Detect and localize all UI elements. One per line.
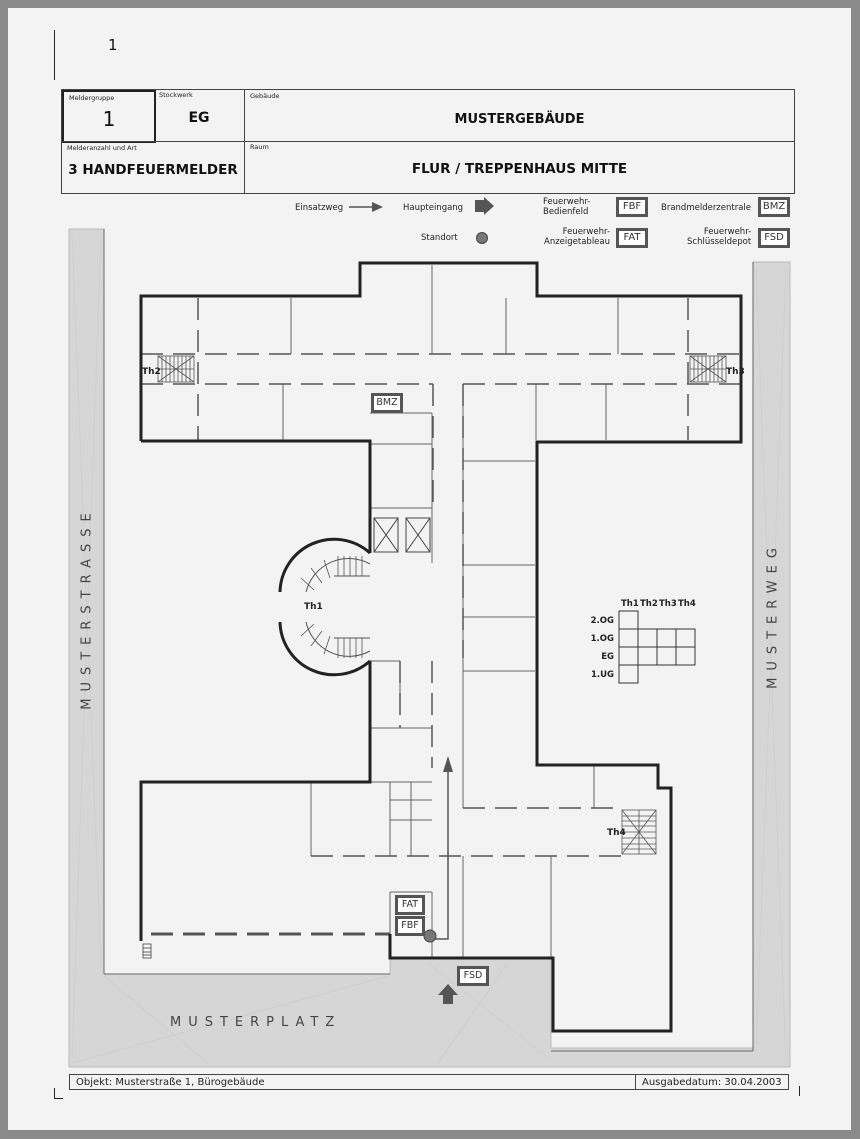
floor-table-cell [638,647,657,665]
floor-table-row-label: 1.OG [590,634,614,644]
floor-table-cell [619,647,638,665]
legend-fat-text: Feuerwehr- Anzeigetableau [544,227,611,247]
legend-bmz-text: Brandmelderzentrale [661,203,752,213]
floor-table-cell [619,611,638,629]
th1-label: Th1 [304,602,323,612]
footer-ausgabedatum: Ausgabedatum: 30.04.2003 [635,1074,789,1090]
floor-table-cell [657,647,676,665]
legend-fbf-text: Feuerwehr- Bedienfeld [543,197,591,217]
floor-table-cell [619,665,638,683]
meldergruppe-value: 1 [102,107,116,131]
floor-table-col-th4: Th4 [678,599,696,609]
th2-label: Th2 [142,367,161,377]
legend-fsd-code: FSD [758,228,790,248]
fbf-marker: FBF [395,916,425,936]
street-bottom: MUSTERPLATZ [170,1015,342,1030]
floor-table-cell [638,629,657,647]
floor-table-cell [676,629,695,647]
floor-table [591,599,696,683]
street-right: MUSTERWEG [765,541,781,689]
floor-table-cell [619,629,638,647]
raum-value: FLUR / TREPPENHAUS MITTE [411,161,628,177]
plan-sheet [8,8,851,1130]
legend-standort: Standort [421,233,458,243]
legend-bmz-code: BMZ [758,197,790,217]
floor-table-col-th3: Th3 [659,599,677,609]
floor-table-col-th1: Th1 [621,599,639,609]
floor-table-row-label: EG [601,652,614,662]
floor-table-row-label: 1.UG [590,670,614,680]
meldergruppe-cell: Meldergruppe 1 [62,90,156,143]
th3-label: Th3 [726,367,745,377]
legend-fsd-text: Feuerwehr- Schlüsseldepot [687,227,752,247]
floor-table-cell [676,647,695,665]
fat-marker: FAT [395,895,425,915]
gebaeude-value: MUSTERGEBÄUDE [454,112,585,127]
floor-plan [8,8,851,1130]
bmz-marker: BMZ [371,393,403,413]
floor-table-cell [657,629,676,647]
footer-objekt: Objekt: Musterstraße 1, Bürogebäude [69,1074,636,1090]
raum-cell: Raum FLUR / TREPPENHAUS MITTE [245,141,794,193]
th4-label: Th4 [607,828,626,838]
gebaeude-cell: Gebäude MUSTERGEBÄUDE [245,90,794,142]
melderanzahl-value: 3 HANDFEUERMELDER [68,162,238,178]
floor-table-col-th2: Th2 [640,599,658,609]
melderanzahl-cell: Melderanzahl und Art 3 HANDFEUERMELDER [62,141,245,194]
legend-einsatzweg: Einsatzweg [295,203,344,213]
standort-marker [424,930,436,942]
legend-fbf-code: FBF [616,197,648,217]
stockwerk-cell: Stockwerk EG [154,90,245,141]
legend-haupteingang: Haupteingang [403,203,464,213]
fsd-marker: FSD [457,966,489,986]
page-number: 1 [108,36,118,54]
street-left: MUSTERSTRASSE [79,506,95,710]
stockwerk-value: EG [188,110,210,126]
legend-fat-code: FAT [616,228,648,248]
floor-table-row-label: 2.OG [590,616,614,626]
